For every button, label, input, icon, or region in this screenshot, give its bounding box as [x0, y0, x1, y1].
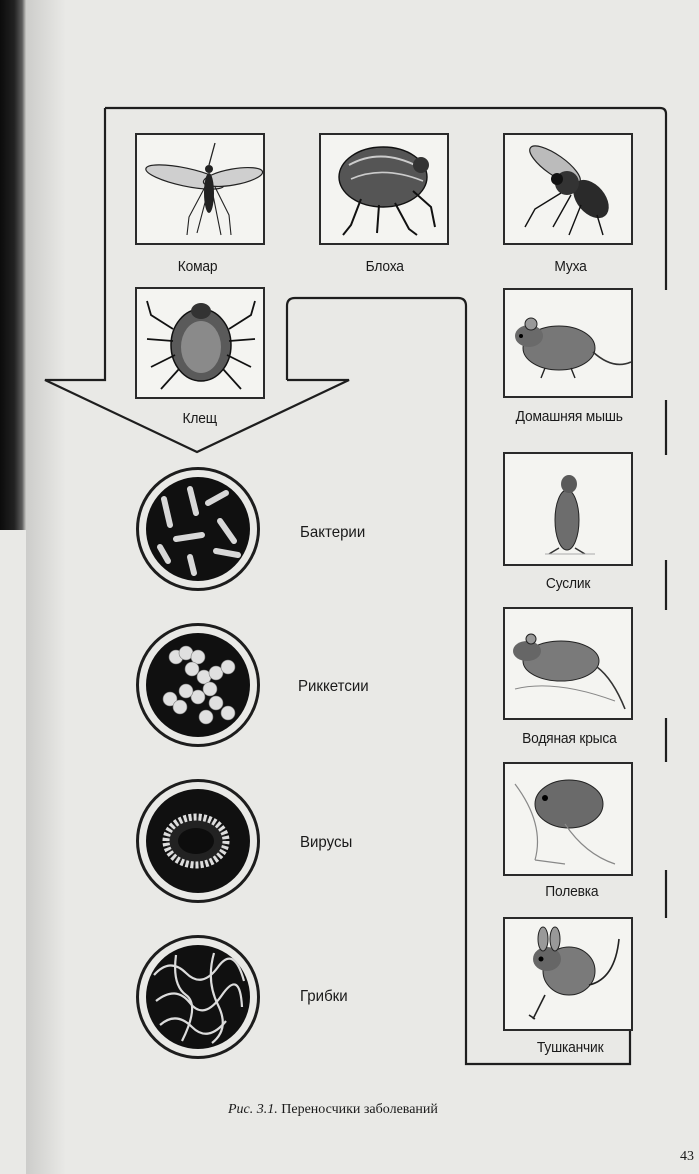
pathogen-label-rickettsia: Риккетсии	[298, 678, 369, 695]
mosquito-icon	[137, 135, 263, 243]
vector-label-fly: Муха	[554, 258, 587, 275]
page-number: 43	[680, 1149, 694, 1164]
bacteria-icon	[146, 477, 250, 581]
vector-label-flea: Блоха	[365, 258, 404, 275]
figure-caption	[228, 1102, 438, 1118]
reservoir-label-house-mouse: Домашняя мышь	[515, 408, 623, 425]
figure-title: Переносчики заболеваний	[281, 1102, 438, 1117]
pathogen-circle-rickettsia	[136, 623, 260, 747]
pathogen-label-bacteria: Бактерии	[300, 524, 366, 541]
virus-icon	[146, 789, 250, 893]
rickettsia-icon	[146, 633, 250, 737]
reservoir-card-jerboa	[503, 917, 633, 1031]
tick-icon	[137, 289, 263, 397]
reservoir-label-water-rat: Водяная крыса	[522, 730, 617, 747]
reservoir-label-vole: Полевка	[545, 883, 599, 900]
jerboa-icon	[505, 919, 631, 1029]
vector-label-mosquito: Комар	[177, 258, 218, 275]
fungi-icon	[146, 945, 250, 1049]
reservoir-card-vole	[503, 762, 633, 876]
reservoir-card-house-mouse	[503, 288, 633, 398]
pathogen-label-fungi: Грибки	[300, 988, 348, 1005]
gopher-icon	[505, 454, 631, 564]
flea-icon	[321, 135, 447, 243]
vector-label-tick: Клещ	[182, 410, 217, 427]
fly-icon	[505, 135, 631, 243]
vector-card-flea	[319, 133, 449, 245]
house-mouse-icon	[505, 290, 631, 396]
pathogen-circle-virus	[136, 779, 260, 903]
figure-number: Рис. 3.1.	[228, 1102, 278, 1117]
reservoir-label-gopher: Суслик	[545, 575, 591, 592]
pathogen-label-virus: Вирусы	[300, 834, 353, 851]
water-rat-icon	[505, 609, 631, 718]
reservoir-label-jerboa: Тушканчик	[536, 1039, 604, 1056]
pathogen-circle-fungi	[136, 935, 260, 1059]
reservoir-card-gopher	[503, 452, 633, 566]
reservoir-card-water-rat	[503, 607, 633, 720]
vector-card-tick	[135, 287, 265, 399]
pathogen-circle-bacteria	[136, 467, 260, 591]
vector-card-mosquito	[135, 133, 265, 245]
vector-card-fly	[503, 133, 633, 245]
vole-icon	[505, 764, 631, 874]
